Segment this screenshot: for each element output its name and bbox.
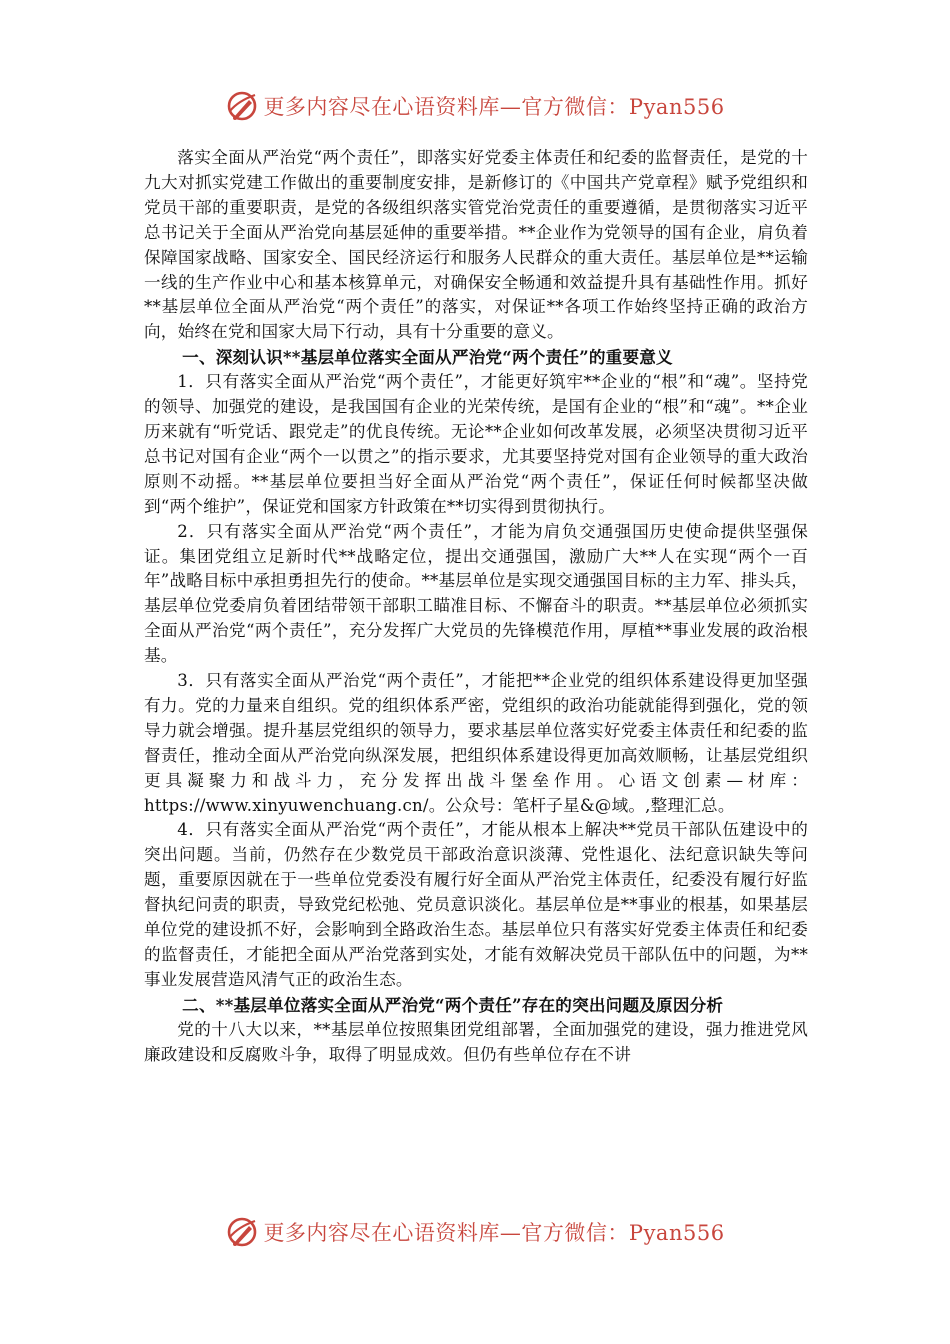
footer-banner (0, 1210, 950, 1254)
closing-paragraph: 党的十八大以来，**基层单位按照集团党组部署，全面加强党的建设，强力推进党风廉政建设和反腐败斗争，取得了明显成效。但仍有些单位存在不讲 (144, 1019, 808, 1064)
list-item-2: 2．只有落实全面从严治党“两个责任”，才能为肩负交通强国历史使命提供坚强保证。集团党组立足新时代**战略定位，提出交通强国，激励广大**人在实现“两个一百年”战略目标中承担勇担先行的使命。**基层单位是实现交通强国目标的主力军、排头兵，基层单位党委肩负着团结带领干部职工瞄准目标、不懈奋斗的职责。**基层单位必须抓实全面从严治党“两个责任”，充分发挥广大党员的先锋模范作用，厚植**事业发展的政治根基。 (144, 521, 808, 666)
pen-logo-icon (225, 89, 259, 123)
intro-paragraph: 落实全面从严治党“两个责任”，即落实好党委主体责任和纪委的监督责任，是党的十九大对抓实党建工作做出的重要制度安排，是新修订的《中国共产党章程》赋予党组织和党员干部的重要职责，是党的各级组织落实管党治党责任的重要遵循，是贯彻落实习近平总书记关于全面从严治党向基层延伸的重要举措。**企业作为党领导的国有企业，肩负着保障国家战略、国家安全、国民经济运行和服务人民群众的重大责任。基层单位是**运输一线的生产作业中心和基本核算单元，对确保安全畅通和效益提升具有基础性作用。抓好**基层单位全面从严治党“两个责任”的落实，对保证**各项工作始终坚持正确的政治方向，始终在党和国家大局下行动，具有十分重要的意义。 (144, 148, 808, 342)
section-heading-2: 二、**基层单位落实全面从严治党“两个责任”存在的突出问题及原因分析 (182, 994, 724, 1015)
footer-banner-text: 更多内容尽在心语资料库—官方微信：Pyan556 (263, 1221, 725, 1245)
list-item-3: 3．只有落实全面从严治党“两个责任”，才能把**企业党的组织体系建设得更加坚强有力。党的力量来自组织。党的组织体系严密，党组织的政治功能就能得到强化，党的领导力就会增强。提升基层党组织的领导力，要求基层单位落实好党委主体责任和纪委的监督责任，推动全面从严治党向纵深发展，把组织体系建设得更加高效顺畅，让基层党组织更具凝聚力和战斗力，充分发挥出战斗堡垒作用。心语文创素—材库：https://www.xinyuwenchuang.cn/。公众号：笔杆子星&@域。,整理汇总。 (144, 671, 808, 815)
header-banner (0, 84, 950, 128)
list-item-4: 4．只有落实全面从严治党“两个责任”，才能从根本上解决**党员干部队伍建设中的突出问题。当前，仍然存在少数党员干部政治意识淡薄、党性退化、法纪意识缺失等问题，重要原因就在于一些单位党委没有履行好全面从严治党主体责任，纪委没有履行好监督执纪问责的职责，导致党纪松弛、党员意识淡化。基层单位是**事业的根基，如果基层单位党的建设抓不好，会影响到全路政治生态。基层单位只有落实好党委主体责任和纪委的监督责任，才能把全面从严治党落到实处，才能有效解决党员干部队伍中的问题，为**事业发展营造风清气正的政治生态。 (144, 820, 808, 989)
section-heading-1: 一、深刻认识**基层单位落实全面从严治党“两个责任”的重要意义 (182, 347, 673, 368)
pen-logo-icon (225, 1215, 259, 1249)
list-item-1: 1．只有落实全面从严治党“两个责任”，才能更好筑牢**企业的“根”和“魂”。坚持党的领导、加强党的建设，是我国国有企业的光荣传统，是国有企业的“根”和“魂”。**企业历来就有“听党话、跟党走”的优良传统。无论**企业如何改革发展，必须坚决贯彻习近平总书记对国有企业“两个一以贯之”的指示要求，尤其要坚持党对国有企业领导的重大政治原则不动摇。**基层单位要担当好全面从严治党“两个责任”，保证任何时候都坚决做到“两个维护”，保证党和国家方针政策在**切实得到贯彻执行。 (144, 372, 808, 516)
document-body (144, 146, 808, 1068)
header-banner-text: 更多内容尽在心语资料库—官方微信：Pyan556 (263, 95, 725, 119)
